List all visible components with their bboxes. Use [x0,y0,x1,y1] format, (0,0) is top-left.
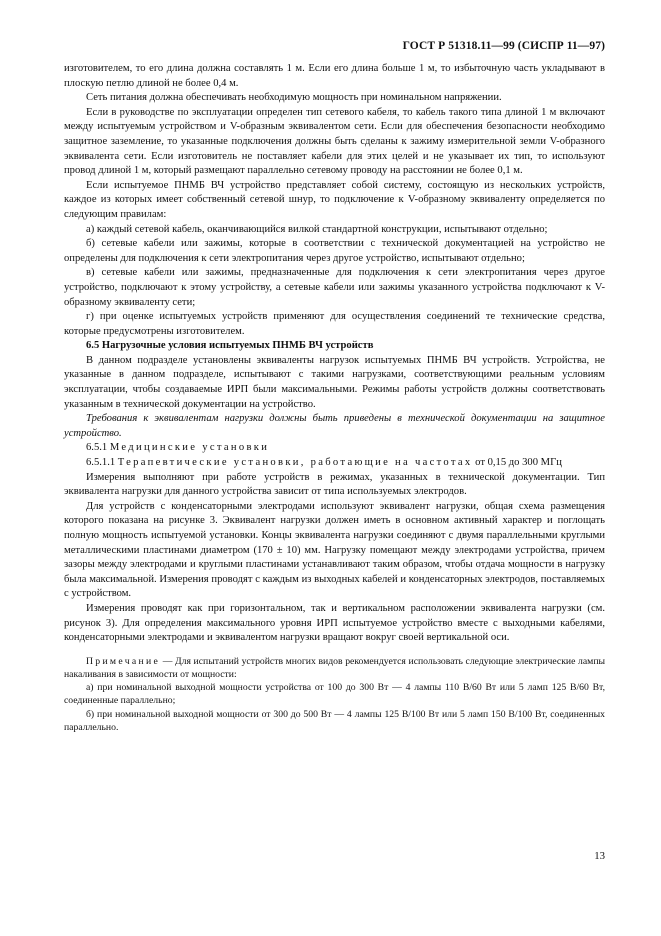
note-item: а) при номинальной выходной мощности устройства от 100 до 300 Вт — 4 лампы 110 В/60 Вт или 5 ламп 125 В/60 Вт, соединенные параллельно; [64,682,605,707]
paragraph: В данном подразделе установлены эквиваленты нагрузок испытуемых ПНМБ ВЧ устройств. Устройства, не указанные в данном подразделе, испытывают с такими нагрузками, соответствующими реальным условиям эксплуатации, чтобы создаваемые ИРП были максимальными. Режимы работы устройств должны соответствовать указанным в технической документации на устройство. [64,354,605,410]
paragraph: Измерения проводят как при горизонтальном, так и вертикальном расположении эквивалента нагрузки (см. рисунок 3). Для определения максимального уровня ИРП испытуемое устройство вместе с выходными кабелями, конденсаторными электродами и эквивалентом нагрузки вращают вокруг своей вертикальной оси. [64,602,605,644]
note-text: — Для испытаний устройств многих видов рекомендуется использовать следующие электрические лампы накаливания в зависимости от мощности: [64,655,606,680]
list-item: г) при оценке испытуемых устройств применяют для осуществления соединений те технические средства, которые предусмотрены изготовителем. [64,311,605,337]
section-heading: 6.5 Нагрузочные условия испытуемых ПНМБ ВЧ устройств [86,340,374,352]
page-number: 13 [594,850,605,862]
subsubsection-range: от 0,15 до 300 МГц [475,457,562,469]
paragraph: изготовителем, то его длина должна составлять 1 м. Если его длина больше 1 м, то избыточную часть укладывают в плоскую петлю длиной не более 0,4 м. [64,63,605,89]
subsubsection-number: 6.5.1.1 [86,457,116,469]
paragraph: Измерения выполняют при работе устройств в режимах, указанных в технической документации. Тип эквивалента нагрузки для данного устройства зависит от типа используемых электродов. [64,471,605,498]
list-item: в) сетевые кабели или зажимы, предназначенные для подключения к сети электропитания через другое устройство, подключают к этому устройству, а сетевые кабели или зажимы указанного устройства подключают к V-образному эквиваленту сети; [64,267,605,308]
document-header: ГОСТ Р 51318.11—99 (СИСПР 11—97) [402,40,605,52]
note-label: Примечание [86,655,161,667]
paragraph: Если испытуемое ПНМБ ВЧ устройство представляет собой систему, состоящую из нескольких устройств, каждое из которых имеет собственный сетевой шнур, то подключение к V-образному эквиваленту определяется по следующим правилам: [64,179,605,220]
subsection-number: 6.5.1 [86,442,108,454]
note [64,655,605,681]
paragraph: Для устройств с конденсаторными электродами используют эквивалент нагрузки, общая схема размещения которого показана на рисунке 3. Эквивалент нагрузки должен иметь в основном активный характер и поглощать полную мощность испытуемой установки. Концы эквивалента нагрузки соединяют с двумя параллельными круглыми металлическими пластинами диаметром (170 ± 10) мм. Нагрузку помещают между электродами устройства, причем зазоры между электродами и круглыми пластинами устанавливают таким образом, чтобы отдача мощности в нагрузку была максимальной. Измерения проводят с каждым из выходных кабелей и конденсаторных электродов, поставляемых с устройством. [64,500,605,600]
subsection-title: Медицинские установки [109,442,270,454]
subsection-heading [64,441,605,456]
paragraph: Сеть питания должна обеспечивать необходимую мощность при номинальном напряжении. [86,92,502,104]
list-item: а) каждый сетевой кабель, оканчивающийся вилкой стандартной конструкции, испытывают отдельно; [86,223,548,235]
subsubsection-heading [64,456,605,471]
paragraph: Если в руководстве по эксплуатации определен тип сетевого кабеля, то кабель такого типа длиной 1 м включают между испытуемым устройством и V-образным эквивалентом сети. Если для обеспечения безопасности необходимо защитное заземление, то указанные подключения должны быть сделаны к зажиму измерительной земли V-образного эквивалента сети. Если изготовитель не поставляет кабели для этих целей и не указывает их тип, то используют провод длиной 1 м, который размещают параллельно сетевому проводу на расстоянии не более 0,1 м. [64,106,605,177]
subsubsection-title: Терапевтические установки, работающие на частотах [117,457,473,469]
list-item: б) сетевые кабели или зажимы, которые в соответствии с технической документацией на устройство не определены для подключения к сети электропитания через другое устройство, испытывают отдельно; [64,238,605,264]
italic-requirement: Требования к эквивалентам нагрузки должны быть приведены в технической документации на защитное устройство. [64,413,605,439]
note-item: б) при номинальной выходной мощности от 300 до 500 Вт — 4 лампы 125 В/100 Вт или 5 ламп 150 В/100 Вт, соединенных параллельно. [64,708,605,733]
document-page [64,40,605,734]
